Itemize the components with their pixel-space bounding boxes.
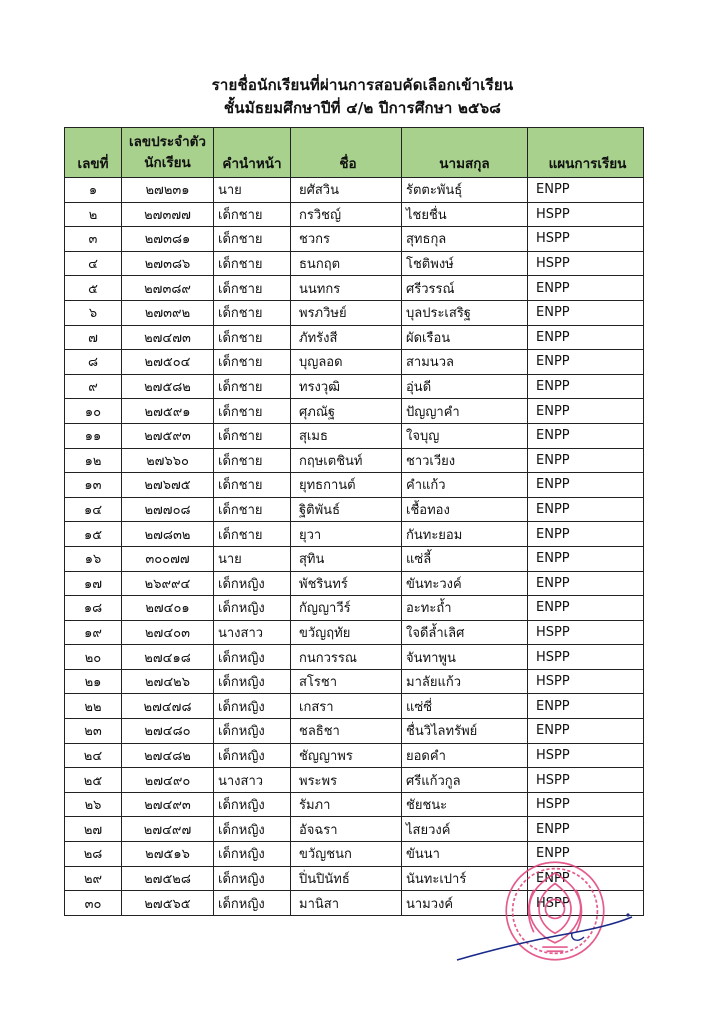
cell-no: ๒๒ (65, 694, 122, 719)
cell-prefix: นางสาว (214, 620, 291, 645)
cell-first-name: ชลธิชา (291, 719, 402, 744)
cell-student-id: ๒๗๒๓๑ (122, 178, 214, 203)
cell-last-name: สามนวล (402, 350, 528, 375)
cell-last-name: ศรีวรรณ์ (402, 276, 528, 301)
cell-first-name: นนทกร (291, 276, 402, 301)
cell-prefix: เด็กชาย (214, 350, 291, 375)
cell-student-id: ๒๗๕๙๑ (122, 399, 214, 424)
cell-no: ๒๗ (65, 817, 122, 842)
cell-plan: HSPP (528, 743, 644, 768)
cell-prefix: นาย (214, 178, 291, 203)
cell-last-name: อุ่นดี (402, 374, 528, 399)
cell-last-name: ผัดเรือน (402, 325, 528, 350)
cell-first-name: อัจฉรา (291, 817, 402, 842)
cell-plan: HSPP (528, 227, 644, 252)
cell-first-name: ศุภณัฐ (291, 399, 402, 424)
cell-prefix: เด็กชาย (214, 497, 291, 522)
cell-first-name: กฤษเตชินท์ (291, 448, 402, 473)
cell-no: ๓๐ (65, 891, 122, 916)
cell-first-name: สโรชา (291, 669, 402, 694)
table-row (65, 768, 644, 793)
cell-student-id: ๒๗๕๐๔ (122, 350, 214, 375)
cell-plan: ENPP (528, 497, 644, 522)
cell-first-name: รัมภา (291, 792, 402, 817)
cell-plan: ENPP (528, 866, 644, 891)
cell-student-id: ๒๗๕๒๘ (122, 866, 214, 891)
cell-last-name: ขันนา (402, 842, 528, 867)
cell-plan: ENPP (528, 325, 644, 350)
cell-no: ๒๔ (65, 743, 122, 768)
cell-student-id: ๒๗๓๘๖ (122, 251, 214, 276)
table-row (65, 719, 644, 744)
cell-first-name: ยุทธกานต์ (291, 473, 402, 498)
cell-first-name: สุเมธ (291, 423, 402, 448)
cell-student-id: ๓๐๐๗๗ (122, 546, 214, 571)
cell-student-id: ๒๗๔๑๘ (122, 645, 214, 670)
header-prefix: คำนำหน้า (214, 128, 291, 178)
cell-no: ๔ (65, 251, 122, 276)
cell-first-name: มานิสา (291, 891, 402, 916)
cell-first-name: พรภวิษย์ (291, 300, 402, 325)
cell-no: ๖ (65, 300, 122, 325)
cell-first-name: กัญญาวีร์ (291, 596, 402, 621)
cell-first-name: ชวกร (291, 227, 402, 252)
signature-stroke (452, 905, 642, 975)
cell-student-id: ๒๗๗๐๘ (122, 497, 214, 522)
cell-student-id: ๒๗๕๑๖ (122, 842, 214, 867)
table-row (65, 546, 644, 571)
cell-first-name: พระพร (291, 768, 402, 793)
cell-first-name: ปิ่นปินัทธ์ (291, 866, 402, 891)
cell-first-name: สุทิน (291, 546, 402, 571)
table-row (65, 596, 644, 621)
cell-no: ๑๙ (65, 620, 122, 645)
cell-prefix: เด็กชาย (214, 448, 291, 473)
cell-plan: ENPP (528, 473, 644, 498)
cell-last-name: ใจบุญ (402, 423, 528, 448)
cell-last-name: บุลประเสริฐ (402, 300, 528, 325)
cell-last-name: แซ่ลี้ (402, 546, 528, 571)
cell-student-id: ๒๗๔๙๓ (122, 792, 214, 817)
table-row (65, 423, 644, 448)
cell-student-id: ๒๗๖๗๕ (122, 473, 214, 498)
document-title: รายชื่อนักเรียนที่ผ่านการสอบคัดเลือกเข้าเรียน (211, 76, 514, 94)
header-student-id-line1: เลขประจำตัว (128, 134, 207, 150)
table-row (65, 817, 644, 842)
cell-student-id: ๒๗๓๘๑ (122, 227, 214, 252)
cell-prefix: เด็กชาย (214, 276, 291, 301)
cell-last-name: นันทะเปาร์ (402, 866, 528, 891)
table-body (65, 178, 644, 916)
cell-last-name: ไสยวงค์ (402, 817, 528, 842)
cell-last-name: รัตตะพันธุ์ (402, 178, 528, 203)
signature (452, 905, 642, 975)
cell-last-name: เชื้อทอง (402, 497, 528, 522)
cell-last-name: คำแก้ว (402, 473, 528, 498)
cell-no: ๑๖ (65, 546, 122, 571)
cell-first-name: ฐิติพันธ์ (291, 497, 402, 522)
cell-plan: HSPP (528, 792, 644, 817)
cell-last-name: โชติพงษ์ (402, 251, 528, 276)
cell-prefix: เด็กหญิง (214, 645, 291, 670)
cell-prefix: เด็กหญิง (214, 669, 291, 694)
cell-plan: ENPP (528, 694, 644, 719)
cell-last-name: กันทะยอม (402, 522, 528, 547)
cell-plan: ENPP (528, 546, 644, 571)
cell-prefix: เด็กหญิง (214, 694, 291, 719)
cell-prefix: เด็กชาย (214, 251, 291, 276)
cell-last-name: ศรีแก้วกูล (402, 768, 528, 793)
cell-prefix: เด็กหญิง (214, 891, 291, 916)
cell-student-id: ๒๗๓๘๙ (122, 276, 214, 301)
cell-first-name: ชัญญาพร (291, 743, 402, 768)
table-row (65, 399, 644, 424)
cell-prefix: เด็กหญิง (214, 842, 291, 867)
cell-first-name: ภัทรังสี (291, 325, 402, 350)
cell-student-id: ๒๗๖๖๐ (122, 448, 214, 473)
cell-prefix: เด็กชาย (214, 399, 291, 424)
document-subtitle: ชั้นมัธยมศึกษาปีที่ ๔/๒ ปีการศึกษา ๒๕๖๘ (223, 99, 502, 117)
table-row (65, 202, 644, 227)
table-header-row (65, 128, 644, 178)
cell-prefix: เด็กชาย (214, 227, 291, 252)
header-student-id-line2: นักเรียน (144, 155, 191, 171)
table-row (65, 620, 644, 645)
cell-last-name: จันทาพูน (402, 645, 528, 670)
table-row (65, 448, 644, 473)
cell-student-id: ๒๗๔๗๓ (122, 325, 214, 350)
table-row (65, 227, 644, 252)
cell-plan: ENPP (528, 571, 644, 596)
cell-last-name: ชื่นวิไลทรัพย์ (402, 719, 528, 744)
table-row (65, 178, 644, 203)
table-row (65, 276, 644, 301)
cell-first-name: ทรงวุฒิ (291, 374, 402, 399)
cell-last-name: ปัญญาคำ (402, 399, 528, 424)
cell-student-id: ๒๗๔๙๐ (122, 768, 214, 793)
cell-student-id: ๒๗๔๐๓ (122, 620, 214, 645)
cell-student-id: ๒๗๔๐๑ (122, 596, 214, 621)
cell-last-name: นามวงค์ (402, 891, 528, 916)
cell-plan: ENPP (528, 842, 644, 867)
cell-student-id: ๒๗๘๓๒ (122, 522, 214, 547)
cell-plan: ENPP (528, 448, 644, 473)
cell-student-id: ๒๗๔๒๖ (122, 669, 214, 694)
table-row (65, 473, 644, 498)
cell-plan: ENPP (528, 522, 644, 547)
cell-plan: ENPP (528, 817, 644, 842)
cell-last-name: ขันทะวงค์ (402, 571, 528, 596)
cell-no: ๑๕ (65, 522, 122, 547)
cell-no: ๘ (65, 350, 122, 375)
cell-no: ๒๖ (65, 792, 122, 817)
cell-plan: ENPP (528, 276, 644, 301)
cell-last-name: ชาวเวียง (402, 448, 528, 473)
cell-last-name: ยอดคำ (402, 743, 528, 768)
cell-first-name: ยุวา (291, 522, 402, 547)
cell-first-name: ขวัญฤทัย (291, 620, 402, 645)
cell-first-name: ยศัสวิน (291, 178, 402, 203)
table-row (65, 669, 644, 694)
table-row (65, 350, 644, 375)
cell-plan: ENPP (528, 596, 644, 621)
cell-last-name: อะทะถ้ำ (402, 596, 528, 621)
cell-student-id: ๒๗๔๘๒ (122, 743, 214, 768)
cell-no: ๙ (65, 374, 122, 399)
cell-prefix: เด็กหญิง (214, 719, 291, 744)
cell-prefix: เด็กหญิง (214, 571, 291, 596)
cell-plan: HSPP (528, 891, 644, 916)
cell-plan: ENPP (528, 350, 644, 375)
table-row (65, 325, 644, 350)
header-plan: แผนการเรียน (528, 128, 644, 178)
cell-last-name: สุทธกุล (402, 227, 528, 252)
cell-student-id: ๒๗๔๘๐ (122, 719, 214, 744)
cell-no: ๒๙ (65, 866, 122, 891)
cell-plan: ENPP (528, 423, 644, 448)
student-roster-table (64, 127, 644, 916)
cell-no: ๕ (65, 276, 122, 301)
cell-student-id: ๒๗๓๙๒ (122, 300, 214, 325)
cell-student-id: ๒๗๕๘๒ (122, 374, 214, 399)
cell-prefix: เด็กชาย (214, 300, 291, 325)
cell-no: ๒๕ (65, 768, 122, 793)
cell-prefix: เด็กหญิง (214, 817, 291, 842)
cell-student-id: ๒๗๓๗๗ (122, 202, 214, 227)
header-last-name: นามสกุล (402, 128, 528, 178)
cell-last-name: ชัยชนะ (402, 792, 528, 817)
cell-no: ๑ (65, 178, 122, 203)
cell-prefix: เด็กชาย (214, 522, 291, 547)
cell-plan: HSPP (528, 669, 644, 694)
cell-prefix: เด็กหญิง (214, 743, 291, 768)
cell-no: ๑๓ (65, 473, 122, 498)
cell-prefix: เด็กชาย (214, 202, 291, 227)
cell-prefix: เด็กหญิง (214, 596, 291, 621)
table-row (65, 251, 644, 276)
cell-no: ๒ (65, 202, 122, 227)
table-row (65, 522, 644, 547)
cell-first-name: ขวัญชนก (291, 842, 402, 867)
cell-student-id: ๒๗๔๗๘ (122, 694, 214, 719)
cell-plan: ENPP (528, 178, 644, 203)
cell-plan: ENPP (528, 300, 644, 325)
table-row (65, 571, 644, 596)
cell-no: ๒๓ (65, 719, 122, 744)
table-row (65, 743, 644, 768)
cell-prefix: เด็กชาย (214, 325, 291, 350)
cell-prefix: เด็กหญิง (214, 792, 291, 817)
cell-first-name: ธนกฤต (291, 251, 402, 276)
cell-no: ๑๔ (65, 497, 122, 522)
cell-no: ๒๑ (65, 669, 122, 694)
cell-prefix: เด็กหญิง (214, 866, 291, 891)
cell-no: ๑๒ (65, 448, 122, 473)
cell-prefix: เด็กชาย (214, 423, 291, 448)
table-row (65, 300, 644, 325)
cell-last-name: แซ่ซี่ (402, 694, 528, 719)
cell-student-id: ๒๗๕๖๕ (122, 891, 214, 916)
table-row (65, 497, 644, 522)
cell-last-name: มาลัยแก้ว (402, 669, 528, 694)
cell-no: ๑๘ (65, 596, 122, 621)
cell-prefix: เด็กชาย (214, 374, 291, 399)
cell-first-name: บุญลอด (291, 350, 402, 375)
header-no: เลขที่ (65, 128, 122, 178)
cell-plan: ENPP (528, 399, 644, 424)
cell-student-id: ๒๗๔๙๗ (122, 817, 214, 842)
cell-student-id: ๒๗๕๙๓ (122, 423, 214, 448)
cell-no: ๑๗ (65, 571, 122, 596)
header-student-id (122, 128, 214, 178)
cell-plan: HSPP (528, 768, 644, 793)
cell-student-id: ๒๖๙๙๔ (122, 571, 214, 596)
cell-no: ๑๑ (65, 423, 122, 448)
cell-plan: HSPP (528, 645, 644, 670)
cell-plan: HSPP (528, 620, 644, 645)
cell-plan: HSPP (528, 202, 644, 227)
header-first-name: ชื่อ (291, 128, 402, 178)
cell-no: ๒๘ (65, 842, 122, 867)
table-row (65, 645, 644, 670)
cell-first-name: เกสรา (291, 694, 402, 719)
cell-first-name: พัชรินทร์ (291, 571, 402, 596)
table-row (65, 694, 644, 719)
cell-last-name: ไชยชื่น (402, 202, 528, 227)
table-row (65, 374, 644, 399)
cell-no: ๒๐ (65, 645, 122, 670)
cell-first-name: กรวิชญ์ (291, 202, 402, 227)
cell-no: ๓ (65, 227, 122, 252)
cell-prefix: นางสาว (214, 768, 291, 793)
cell-plan: HSPP (528, 251, 644, 276)
cell-last-name: ใจดีล้ำเลิศ (402, 620, 528, 645)
cell-prefix: เด็กชาย (214, 473, 291, 498)
cell-no: ๗ (65, 325, 122, 350)
table-row (65, 792, 644, 817)
cell-no: ๑๐ (65, 399, 122, 424)
cell-plan: ENPP (528, 719, 644, 744)
cell-first-name: กนกวรรณ (291, 645, 402, 670)
cell-prefix: นาย (214, 546, 291, 571)
cell-plan: ENPP (528, 374, 644, 399)
